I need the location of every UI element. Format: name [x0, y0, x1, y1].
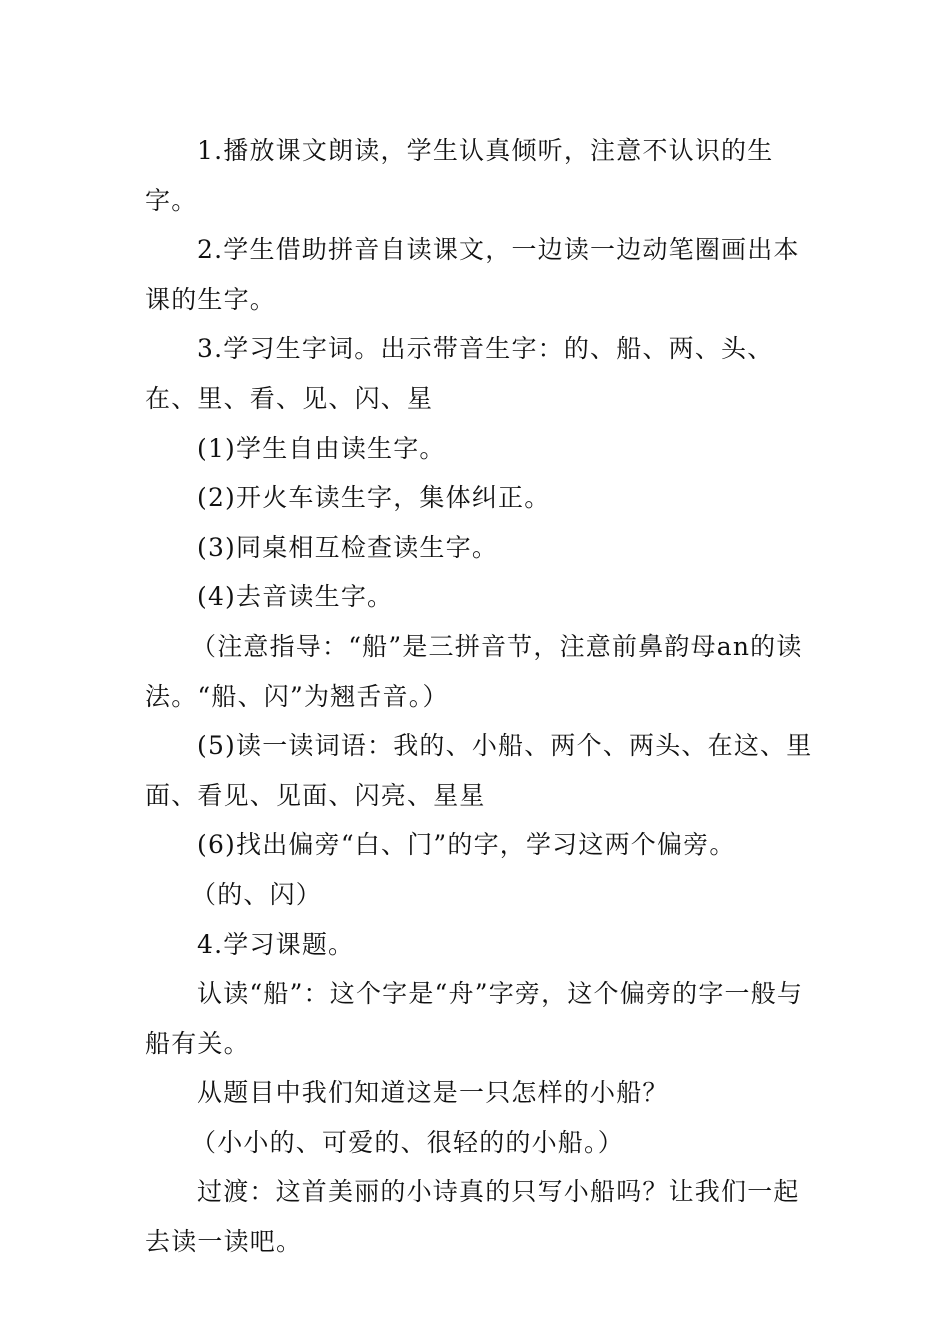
radical-examples-paragraph: （的、闪）: [191, 879, 323, 909]
substep-3-paragraph: (3)同桌相互检查读生字。: [197, 532, 499, 562]
step-1-paragraph: 1.播放课文朗读，学生认真倾听，注意不认识的生字。: [145, 136, 774, 215]
step-4-paragraph: 4.学习课题。: [197, 929, 355, 959]
substep-2-paragraph: (2)开火车读生字，集体纠正。: [197, 483, 551, 513]
substep-4-paragraph: (4)去音读生字。: [197, 582, 394, 612]
substep-6-paragraph: (6)找出偏旁“白、门”的字，学习这两个偏旁。: [197, 830, 736, 860]
document-body: [145, 126, 825, 1267]
question-paragraph: 从题目中我们知道这是一只怎样的小船？: [197, 1078, 669, 1108]
read-character-paragraph: 认读“船”：这个字是“舟”字旁，这个偏旁的字一般与船有关。: [145, 979, 804, 1058]
substep-5-paragraph: (5)读一读词语：我的、小船、两个、两头、在这、里面、看见、见面、闪亮、星星: [145, 731, 813, 810]
step-3-paragraph: 3.学习生字词。出示带音生字：的、船、两、头、在、里、看、见、闪、星: [145, 334, 774, 413]
transition-paragraph: 过渡：这首美丽的小诗真的只写小船吗？让我们一起去读一读吧。: [145, 1177, 800, 1257]
answer-paragraph: （小小的、可爱的、很轻的的小船。）: [191, 1127, 624, 1157]
step-2-paragraph: 2.学生借助拼音自读课文，一边读一边动笔圈画出本课的生字。: [145, 235, 800, 314]
guidance-note-paragraph: （注意指导：“船”是三拼音节，注意前鼻韵母an的读法。“船、闪”为翘舌音。）: [145, 631, 803, 711]
substep-1-paragraph: (1)学生自由读生字。: [197, 433, 446, 463]
